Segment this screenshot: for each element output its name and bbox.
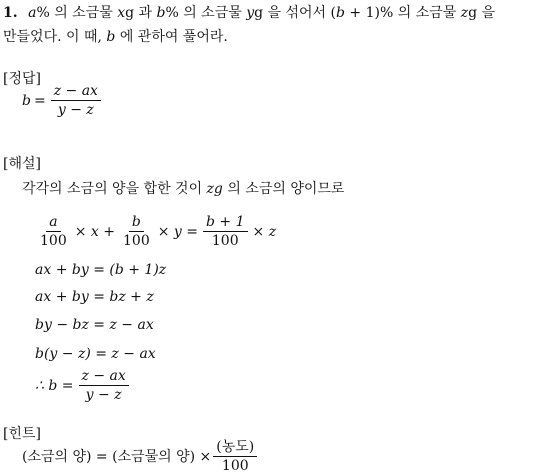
solution-step-4: by − bz = z − ax [35, 317, 154, 333]
answer-denominator: y − z [57, 101, 94, 118]
hint-fraction [213, 439, 257, 474]
answer-heading: [정답] [3, 71, 41, 87]
therefore-expression: ∴ b = [35, 378, 74, 394]
step1-term-2: × y = [157, 224, 199, 240]
fraction-denominator: 100 [123, 232, 150, 249]
solution-step-5: b(y − z) = z − ax [35, 346, 156, 362]
fraction-numerator: b + 1 [203, 214, 248, 232]
problem-line1-run: z [460, 5, 469, 21]
fraction-numerator: a [46, 214, 60, 232]
hint-denominator: 100 [221, 457, 249, 474]
solution-step-2: ax + by = (b + 1)z [35, 262, 167, 278]
answer-numerator: z − ax [51, 83, 101, 101]
answer-lhs: b [22, 93, 31, 109]
fraction-b-plus-1-over-100 [203, 214, 248, 249]
problem-line1-run: a [28, 5, 37, 21]
solution-heading: [해설] [3, 156, 41, 172]
solution-step-1 [35, 213, 279, 251]
problem-line1-run: g 과 [125, 5, 157, 21]
solution-intro-text [22, 181, 344, 197]
problem-line-1 [3, 4, 495, 22]
solution-step-6 [35, 367, 131, 405]
problem-text-1 [28, 5, 495, 21]
result-numerator: z − ax [79, 368, 129, 386]
problem-text-2 [3, 29, 228, 45]
problem-line1-run: g 을 [468, 5, 496, 21]
solution-intro-run: zg [206, 181, 223, 197]
hint-formula [22, 440, 259, 474]
problem-line-2 [3, 28, 228, 46]
answer-fraction [51, 83, 101, 118]
fraction-a-over-100 [37, 214, 70, 249]
problem-line1-run: % 의 소금물 [36, 5, 118, 21]
solution-intro [22, 180, 344, 198]
problem-line1-run: y [246, 5, 255, 21]
answer-equation [22, 84, 103, 118]
problem-line1-run: + 1)% 의 소금물 [344, 5, 461, 21]
answer-eq-sign: = [33, 93, 46, 109]
problem-line1-run: g 을 섞어서 ( [254, 5, 336, 21]
hint-heading: [힌트] [3, 426, 41, 442]
hint-text: (소금의 양) = (소금물의 양) × [22, 449, 212, 465]
result-fraction [79, 368, 129, 403]
problem-line2-run: 만들었다. 이 때, [3, 29, 107, 45]
step1-term-3: × z [252, 224, 277, 240]
fraction-denominator: 100 [211, 232, 239, 249]
problem-line2-run: b [106, 29, 116, 45]
hint-numerator: (농도) [213, 439, 257, 457]
problem-line1-run: b [156, 5, 166, 21]
fraction-numerator: b [129, 214, 144, 232]
problem-number: 1. [3, 5, 18, 21]
solution-intro-run: 각각의 소금의 양을 합한 것이 [22, 181, 207, 197]
solution-intro-run: 의 소금의 양이므로 [222, 181, 345, 197]
problem-line1-run: % 의 소금물 [165, 5, 247, 21]
solution-step-3: ax + by = bz + z [35, 289, 154, 305]
problem-line1-run: x [117, 5, 126, 21]
result-denominator: y − z [85, 386, 122, 403]
problem-line2-run: 에 관하여 풀어라. [115, 29, 228, 45]
problem-line1-run: b [336, 5, 345, 21]
fraction-b-over-100 [120, 214, 153, 249]
fraction-denominator: 100 [40, 232, 67, 249]
step1-term-1: × x + [74, 224, 115, 240]
